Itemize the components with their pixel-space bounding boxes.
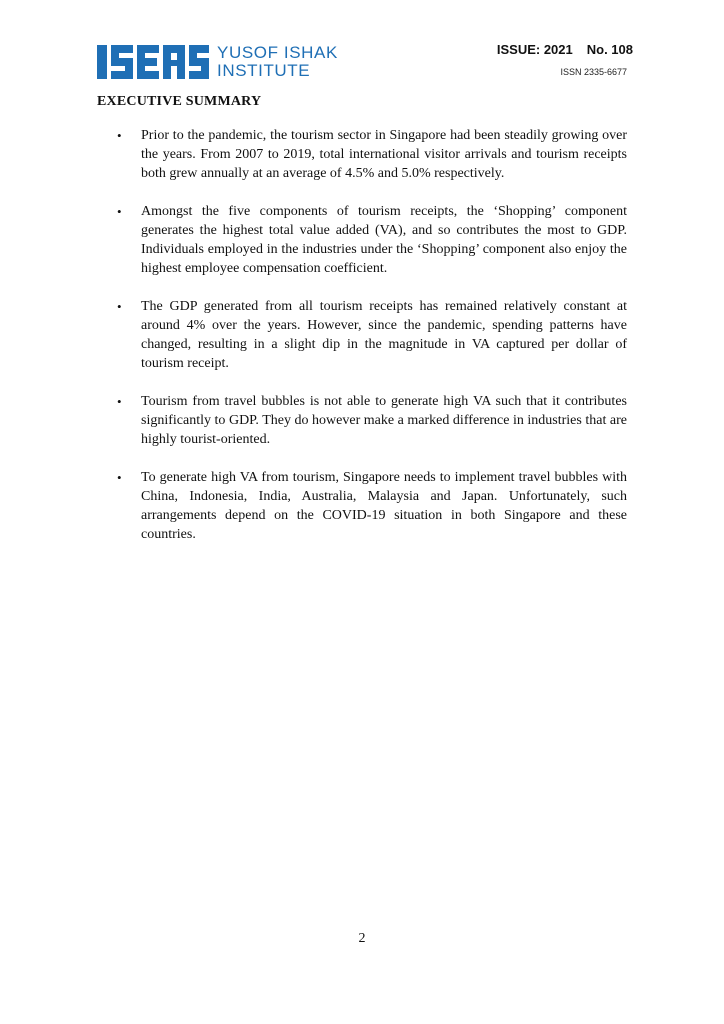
- issue-info: [497, 42, 633, 57]
- iseas-logo: [97, 44, 338, 80]
- section-title: EXECUTIVE SUMMARY: [97, 94, 262, 109]
- list-item-text: The GDP generated from all tourism receipts has remained relatively constant at around 4% over the years. However, since the pandemic, spending patterns have changed, resulting in a slight dip in the magnitude in VA captured per dollar of tourism receipt.: [141, 299, 627, 371]
- bullet-icon: •: [117, 128, 122, 143]
- list-item: [117, 468, 627, 544]
- bullet-icon: •: [117, 470, 122, 485]
- bullet-icon: •: [117, 299, 122, 314]
- bullet-icon: •: [117, 204, 122, 219]
- institute-name-line1: YUSOF ISHAK: [217, 43, 338, 62]
- page-number: 2: [358, 931, 366, 946]
- list-item-text: To generate high VA from tourism, Singapore needs to implement travel bubbles with China, Indonesia, India, Australia, Malaysia and Japan. Unfortunately, such arrangements depend on the COVID-19 situation in both Singapore and these countries.: [141, 470, 627, 542]
- list-item-text: Prior to the pandemic, the tourism sector in Singapore had been steadily growing over the years. From 2007 to 2019, total international visitor arrivals and tourism receipts both grew annually at an average of 4.5% and 5.0% respectively.: [141, 128, 627, 181]
- iseas-logo-mark: [97, 45, 209, 79]
- list-item: [117, 126, 627, 183]
- issn: ISSN 2335-6677: [560, 67, 627, 77]
- list-item-text: Amongst the five components of tourism receipts, the ‘Shopping’ component generates the highest total value added (VA), and so contributes the most to GDP. Individuals employed in the industries under the ‘Shopping’ component also enjoy the highest employee compensation coefficient.: [141, 204, 627, 276]
- list-item: [117, 392, 627, 449]
- issue-number: No. 108: [586, 42, 633, 57]
- list-item: [117, 202, 627, 278]
- list-item: [117, 297, 627, 373]
- summary-list: [117, 126, 627, 563]
- bullet-icon: •: [117, 394, 122, 409]
- list-item-text: Tourism from travel bubbles is not able to generate high VA such that it contributes significantly to GDP. They do however make a marked difference in industries that are highly tourist-oriented.: [141, 394, 627, 447]
- institute-name-line2: INSTITUTE: [217, 61, 311, 80]
- page-header: [0, 0, 724, 90]
- institute-name: [217, 44, 338, 80]
- issue-label: ISSUE: 2021: [496, 42, 573, 57]
